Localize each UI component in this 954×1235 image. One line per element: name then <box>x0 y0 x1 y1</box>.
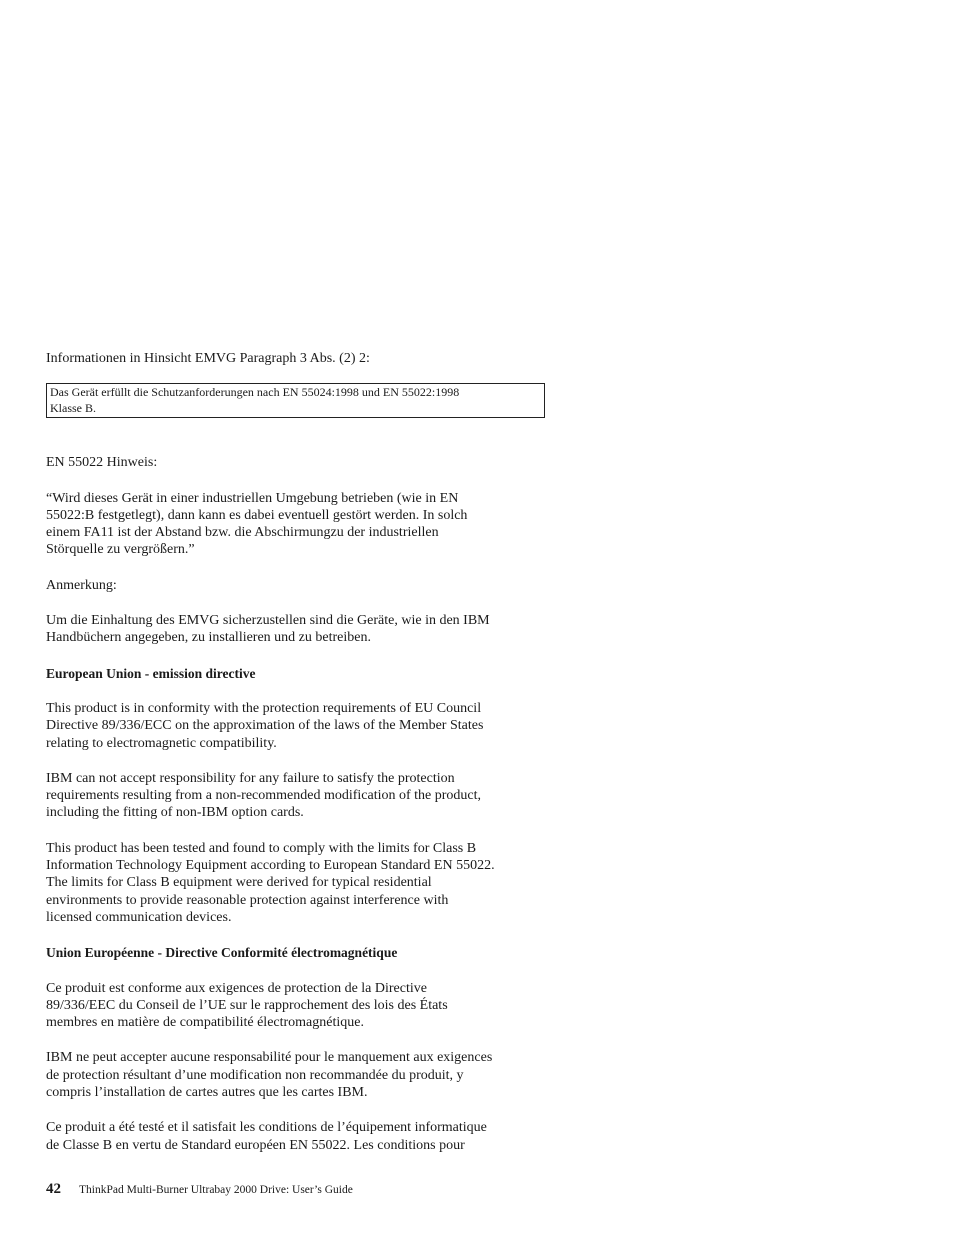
eu-emission-heading: European Union - emission directive <box>46 665 256 681</box>
fr-directive-heading: Union Européenne - Directive Conformité électromagnétique <box>46 945 398 961</box>
eu-paragraph-2: IBM can not accept responsibility for any failure to satisfy the protection requirements resulting from a non-recommended modification of the product, including the fitting of non-IBM option cards. <box>46 770 482 821</box>
remark-label: Anmerkung: <box>46 577 117 593</box>
remark-text: Um die Einhaltung des EMVG sicherzustellen sind die Geräte, wie in den IBM Handbüchern angegeben, zu installieren und zu betreiben. <box>46 613 490 646</box>
page-content <box>46 350 556 1172</box>
page-number: 42 <box>46 1181 61 1197</box>
eu-paragraph-3: This product has been tested and found to comply with the limits for Class B Information Technology Equipment according to European Standard EN 55022. The limits for Class B equipment were derived for typical residential environments to provide reasonable protection against interference with licensed communication devices. <box>46 840 495 925</box>
fr-paragraph-3: Ce produit a été testé et il satisfait les conditions de l’équipement informatique de Classe B en vertu de Standard européen EN 55022. Les conditions pour <box>46 1120 487 1153</box>
en55022-hint-label: EN 55022 Hinweis: <box>46 455 158 471</box>
footer-document-title: ThinkPad Multi-Burner Ultrabay 2000 Drive: User’s Guide <box>79 1184 353 1196</box>
en55022-quote: “Wird dieses Gerät in einer industriellen Umgebung betrieben (wie in EN 55022:B festgetlegt), dann kann es dabei eventuell gestört werden. In solch einem FA11 ist der Abstand bzw. die Abschirmungzu der industriellen Störquelle zu vergrößern.” <box>46 490 468 558</box>
page-footer <box>46 1181 353 1201</box>
emvg-intro: Informationen in Hinsicht EMVG Paragraph 3 Abs. (2) 2: <box>46 351 370 366</box>
fr-paragraph-1: Ce produit est conforme aux exigences de protection de la Directive 89/336/EEC du Conseil de l’UE sur le rapprochement des lois des États membres en matière de compatibilité électromagnétique. <box>46 980 448 1031</box>
eu-paragraph-1: This product is in conformity with the protection requirements of EU Council Directive 89/336/ECC on the approximation of the laws of the Member States relating to electromagnetic compatibility. <box>46 700 484 751</box>
emvg-notice-box: Das Gerät erfüllt die Schutzanforderungen nach EN 55024:1998 und EN 55022:1998 Klasse B. <box>46 383 545 418</box>
fr-paragraph-2: IBM ne peut accepter aucune responsabilité pour le manquement aux exigences de protection résultant d’une modification non recommandée du produit, y compris l’installation de cartes autres que les cartes IBM. <box>46 1050 493 1101</box>
